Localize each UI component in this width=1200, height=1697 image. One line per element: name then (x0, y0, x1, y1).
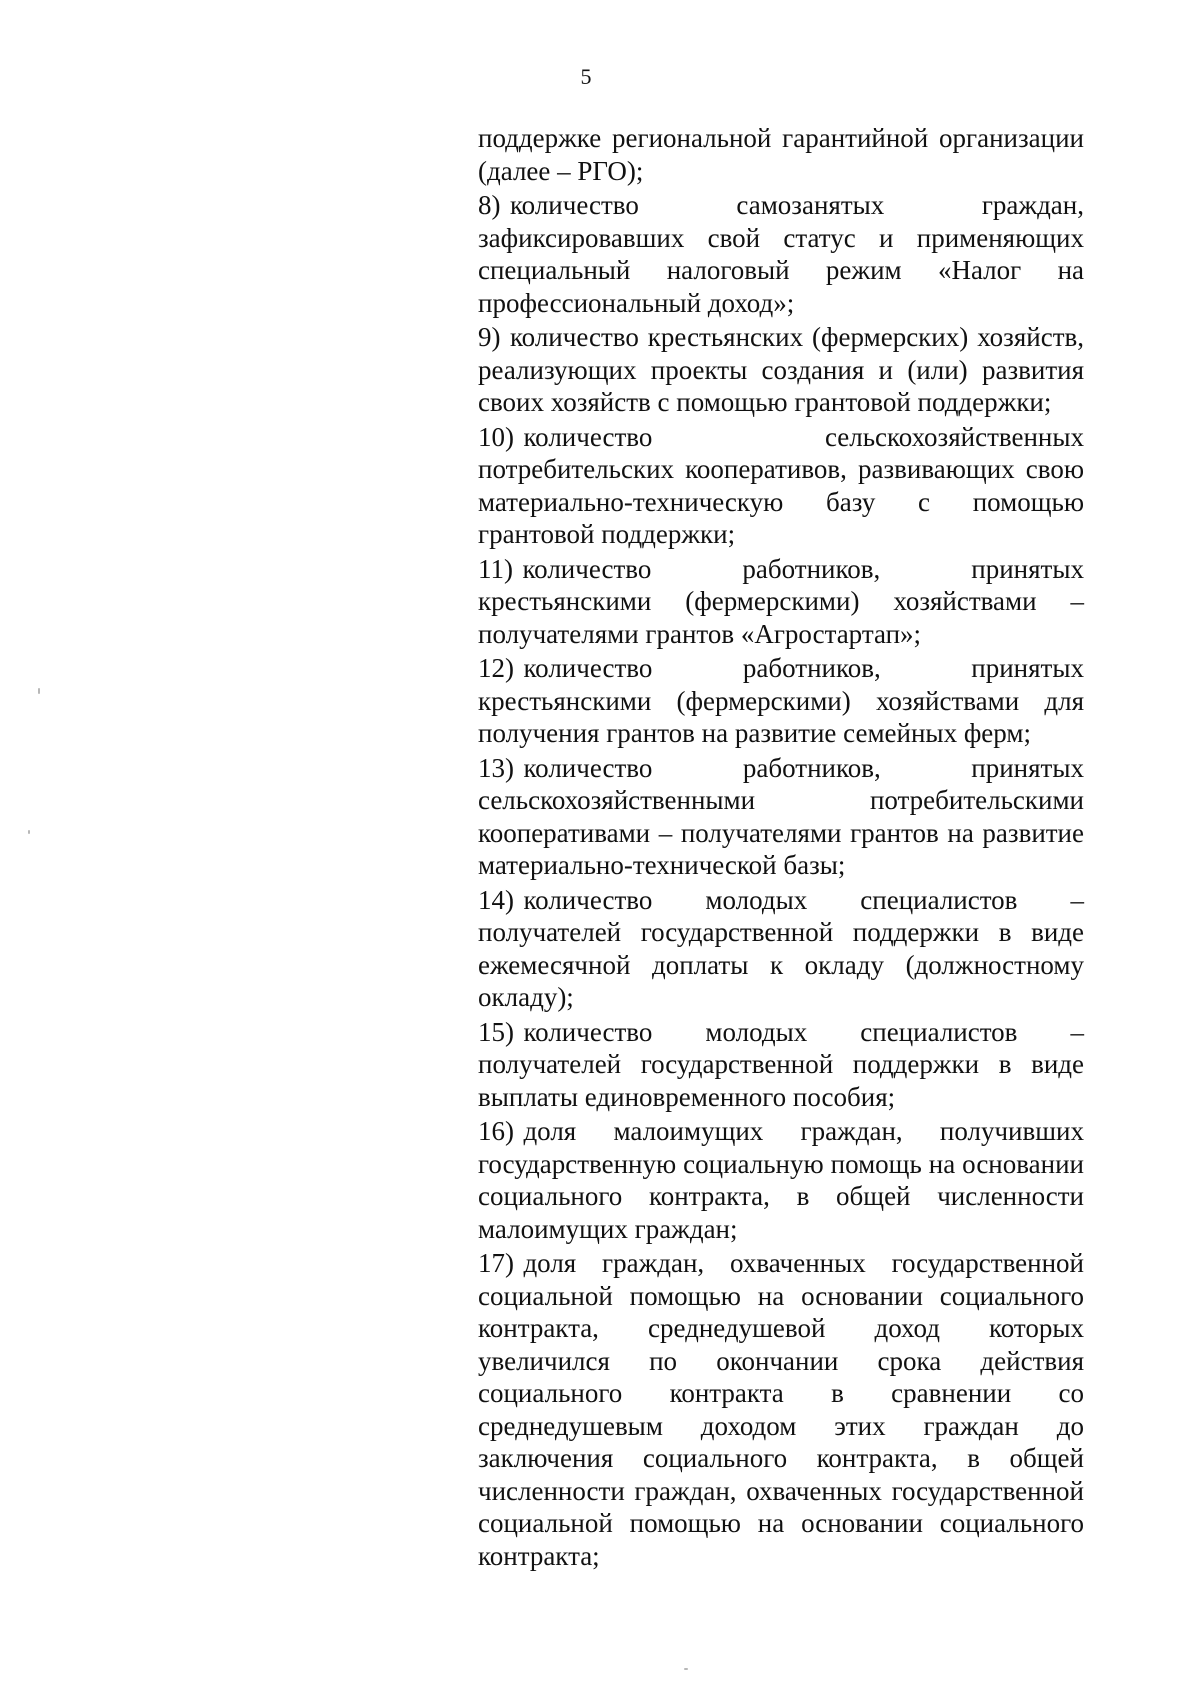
text-body (478, 122, 1084, 1574)
item-text: доля граждан, охваченных государственной социальной помощью на основании социального контракта, среднедушевой доход которых увеличился по окончании срока действия социального контракта в сравнении со среднедушевым доходом этих граждан до заключения социального контракта, в общей численности граждан, охваченных государственной социальной помощью на основании социального контракта; (478, 1248, 1084, 1571)
list-item-9 (478, 321, 1084, 419)
list-item-13 (478, 752, 1084, 882)
item-number: 15) (478, 1016, 514, 1047)
list-item-17 (478, 1247, 1084, 1572)
paragraph-text: поддержке региональной гарантийной организации (далее – РГО); (478, 123, 1084, 186)
list-item-11 (478, 553, 1084, 651)
list-item-16 (478, 1115, 1084, 1245)
item-text: количество работников, принятых крестьянскими (фермерскими) хозяйствами – получателями грантов «Агростартап»; (478, 553, 1084, 649)
item-number: 8) (478, 190, 501, 220)
item-number: 17) (478, 1248, 514, 1278)
scan-speck (28, 830, 30, 834)
item-text: количество сельскохозяйственных потребительских кооперативов, развивающих свою материально-техническую базу с помощью грантовой поддержки; (478, 421, 1084, 549)
item-text: доля малоимущих граждан, получивших государственную социальную помощь на основании социального контракта, в общей численности малоимущих граждан; (478, 1116, 1084, 1244)
item-text: количество молодых специалистов – получателей государственной поддержки в виде ежемесячной доплаты к окладу (должностному окладу); (478, 884, 1084, 1012)
paragraph-continuation (478, 122, 1084, 187)
item-number: 14) (478, 884, 514, 915)
list-item-15 (478, 1016, 1084, 1114)
item-text: количество работников, принятых сельскохозяйственными потребительскими кооперативами – получателями грантов на развитие материально-технической базы; (478, 752, 1084, 880)
scan-speck (38, 688, 40, 694)
item-number: 11) (478, 553, 513, 584)
list-item-12 (478, 652, 1084, 750)
item-number: 13) (478, 752, 514, 783)
page-number: 5 (580, 64, 592, 89)
item-number: 16) (478, 1116, 514, 1146)
list-item-8 (478, 189, 1084, 319)
item-text: количество молодых специалистов – получателей государственной поддержки в виде выплаты единовременного пособия; (478, 1016, 1084, 1112)
scan-speck (684, 1668, 688, 1670)
item-number: 12) (478, 653, 514, 683)
item-text: количество самозанятых граждан, зафиксировавших свой статус и применяющих специальный налоговый режим «Налог на профессиональный доход»; (478, 190, 1084, 318)
list-item-14 (478, 884, 1084, 1014)
item-number: 10) (478, 421, 514, 452)
item-number: 9) (478, 322, 501, 352)
item-text: количество работников, принятых крестьянскими (фермерскими) хозяйствами для получения грантов на развитие семейных ферм; (478, 653, 1084, 748)
list-item-10 (478, 421, 1084, 551)
item-text: количество крестьянских (фермерских) хозяйств, реализующих проекты создания и (или) развития своих хозяйств с помощью грантовой поддержки; (478, 322, 1084, 417)
